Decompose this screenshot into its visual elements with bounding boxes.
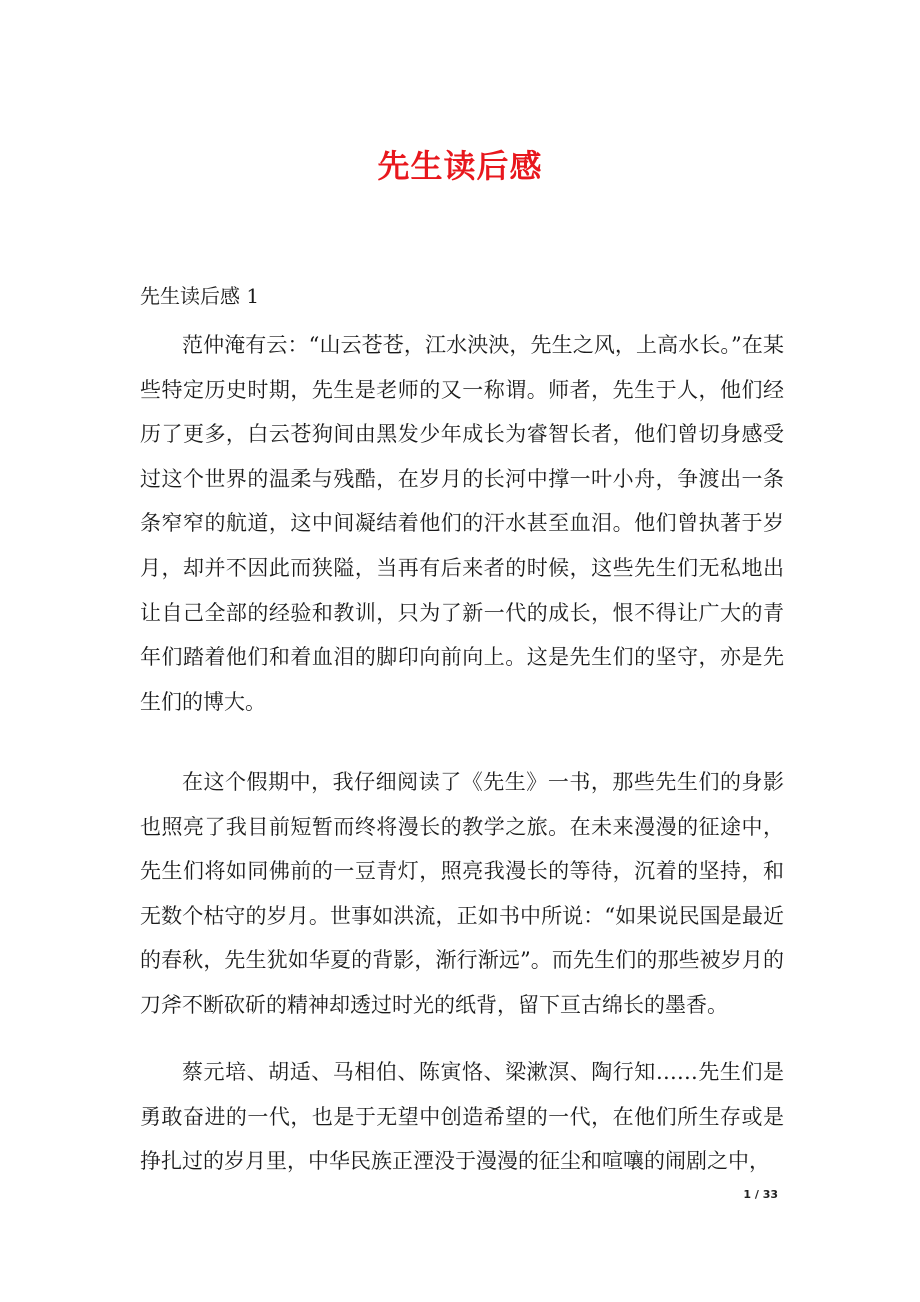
paragraph-2: 在这个假期中，我仔细阅读了《先生》一书，那些先生们的身影也照亮了我目前短暂而终将漫长的教学之旅。在未来漫漫的征途中，先生们将如同佛前的一豆青灯，照亮我漫长的等待，沉着的坚持，和无数个枯守的岁月。世事如洪流，正如书中所说：“如果说民国是最近的春秋，先生犹如华夏的背影，渐行渐远”。而先生们的那些被岁月的刀斧不断砍斫的精神却透过时光的纸背，留下亘古绵长的墨香。 [140,770,784,1017]
paragraph-1: 范仲淹有云：“山云苍苍，江水泱泱，先生之风，上高水长。”在某些特定历史时期，先生是老师的又一称谓。师者，先生于人，他们经历了更多，白云苍狗间由黑发少年成长为睿智长者，他们曾切身感受过这个世界的温柔与残酷，在岁月的长河中撑一叶小舟，争渡出一条条窄窄的航道，这中间凝结着他们的汗水甚至血泪。他们曾执著于岁月，却并不因此而狭隘，当再有后来者的时候，这些先生们无私地出让自己全部的经验和教训，只为了新一代的成长，恨不得让广大的青年们踏着他们和着血泪的脚印向前向上。这是先生们的坚守，亦是先生们的博大。 [140,333,784,714]
paragraph-3: 蔡元培、胡适、马相伯、陈寅恪、梁漱溟、陶行知……先生们是勇敢奋进的一代，也是于无望中创造希望的一代，在他们所生存或是挣扎过的岁月里，中华民族正湮没于漫漫的征尘和喧嚷的闹剧之中， [140,1060,784,1174]
document-title: 先生读后感 [377,147,543,185]
section-heading: 先生读后感 1 [140,284,260,308]
page-number: 1 / 33 [743,1188,778,1201]
